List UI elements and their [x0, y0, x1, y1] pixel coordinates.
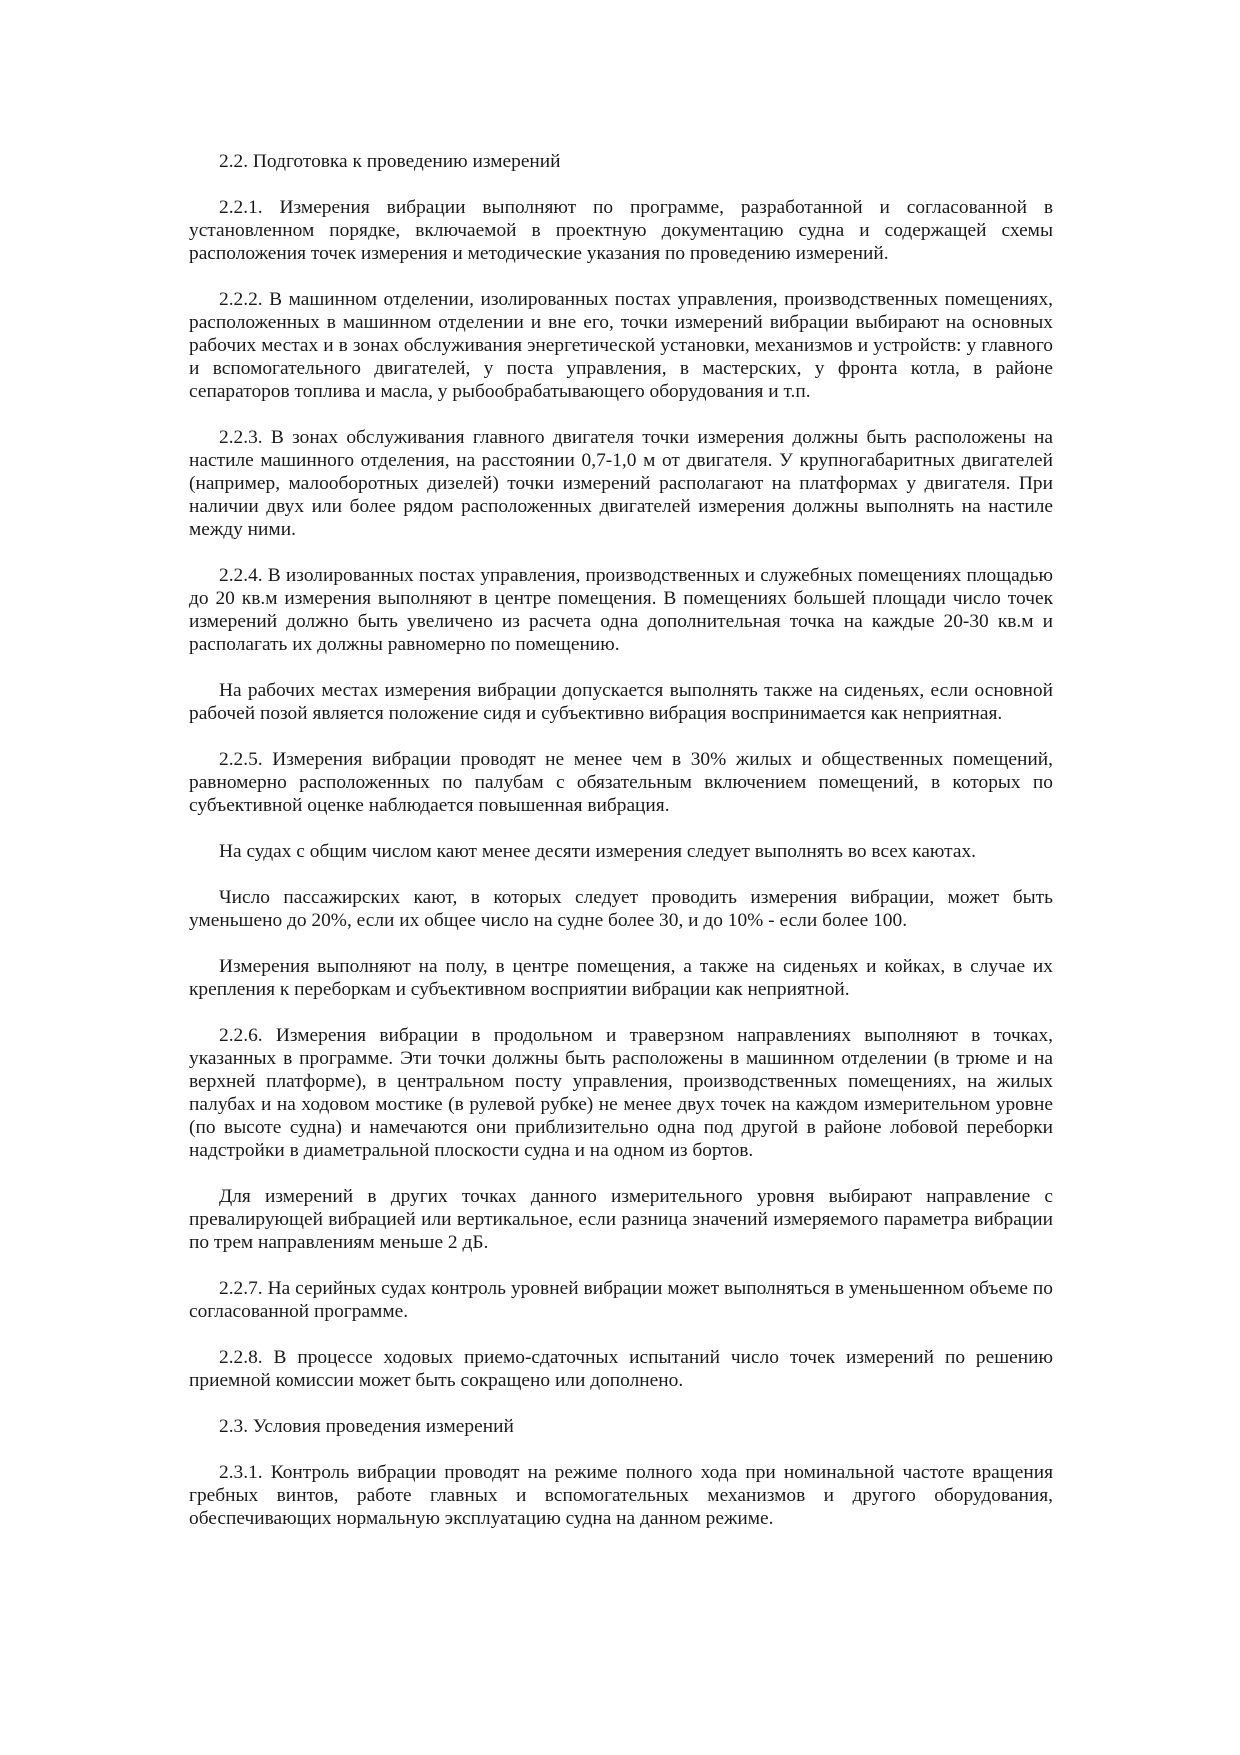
paragraph-2-2-5: 2.2.5. Измерения вибрации проводят не менее чем в 30% жилых и общественных помещений, равномерно расположенных по палубам с обязательным включением помещений, в которых по субъективной оценке наблюдается повышенная вибрация. [189, 749, 1053, 816]
paragraph-small-ships: На судах с общим числом кают менее десяти измерения следует выполнять во всех каютах. [219, 841, 977, 862]
document-page [189, 150, 1053, 1553]
paragraph-2-2-3: 2.2.3. В зонах обслуживания главного двигателя точки измерения должны быть расположены на настиле машинного отделения, на расстоянии 0,7-1,0 м от двигателя. У крупногабаритных двигателей (например, малооборотных дизелей) точки измерений располагают на платформах у двигателя. При наличии двух или более рядом расположенных двигателей измерения должны выполнять на настиле между ними. [189, 427, 1053, 540]
paragraph-2-2-6: 2.2.6. Измерения вибрации в продольном и траверзном направлениях выполняют в точках, указанных в программе. Эти точки должны быть расположены в машинном отделении (в трюме и на верхней платформе), в центральном посту управления, производственных помещениях, на жилых палубах и на ходовом мостике (в рулевой рубке) не менее двух точек на каждом измерительном уровне (по высоте судна) и намечаются они приблизительно одна под другой в районе лобовой переборки надстройки в диаметральной плоскости судна и на одном из бортов. [189, 1025, 1053, 1161]
paragraph-measurement-location: Измерения выполняют на полу, в центре помещения, а также на сиденьях и койках, в случае их крепления к переборкам и субъективном восприятии вибрации как неприятной. [189, 956, 1053, 1000]
paragraph-2-2-8: 2.2.8. В процессе ходовых приемо-сдаточных испытаний число точек измерений по решению приемной комиссии может быть сокращено или дополнено. [189, 1347, 1053, 1391]
paragraph-2-2-7: 2.2.7. На серийных судах контроль уровней вибрации может выполняться в уменьшенном объеме по согласованной программе. [189, 1278, 1053, 1322]
paragraph-passenger-cabins: Число пассажирских кают, в которых следует проводить измерения вибрации, может быть уменьшено до 20%, если их общее число на судне более 30, и до 10% - если более 100. [189, 887, 1053, 931]
paragraph-2-2-4: 2.2.4. В изолированных постах управления, производственных и служебных помещениях площадью до 20 кв.м измерения выполняют в центре помещения. В помещениях большей площади число точек измерений должно быть увеличено из расчета одна дополнительная точка на каждые 20-30 кв.м и располагать их должны равномерно по помещению. [189, 565, 1053, 655]
paragraph-other-points: Для измерений в других точках данного измерительного уровня выбирают направление с превалирующей вибрацией или вертикальное, если разница значений измеряемого параметра вибрации по трем направлениям меньше 2 дБ. [189, 1186, 1053, 1253]
section-heading-2-3: 2.3. Условия проведения измерений [219, 1416, 514, 1437]
section-heading-2-2: 2.2. Подготовка к проведению измерений [219, 151, 561, 172]
paragraph-2-3-1: 2.3.1. Контроль вибрации проводят на режиме полного хода при номинальной частоте вращения гребных винтов, работе главных и вспомогательных механизмов и другого оборудования, обеспечивающих нормальную эксплуатацию судна на данном режиме. [189, 1462, 1053, 1529]
paragraph-2-2-1: 2.2.1. Измерения вибрации выполняют по программе, разработанной и согласованной в установленном порядке, включаемой в проектную документацию судна и содержащей схемы расположения точек измерения и методические указания по проведению измерений. [189, 197, 1053, 264]
paragraph-2-2-2: 2.2.2. В машинном отделении, изолированных постах управления, производственных помещениях, расположенных в машинном отделении и вне его, точки измерений вибрации выбирают на основных рабочих местах и в зонах обслуживания энергетической установки, механизмов и устройств: у главного и вспомогательного двигателей, у поста управления, в мастерских, у фронта котла, в районе сепараторов топлива и масла, у рыбообрабатывающего оборудования и т.п. [189, 289, 1053, 402]
paragraph-workplace-seats: На рабочих местах измерения вибрации допускается выполнять также на сиденьях, если основной рабочей позой является положение сидя и субъективно вибрация воспринимается как неприятная. [189, 680, 1053, 724]
